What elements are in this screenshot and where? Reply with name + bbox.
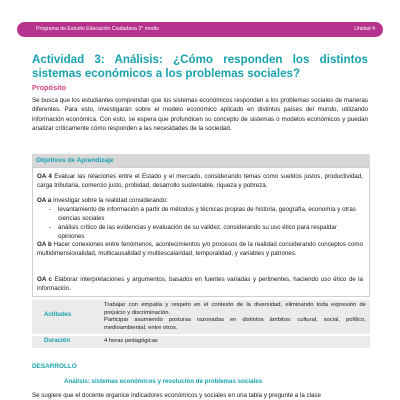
oab-code: OA b	[37, 241, 52, 248]
unit-label: Unidad 4	[354, 26, 375, 32]
oaa-paragraph	[37, 197, 363, 206]
list-item-text: análisis crítico de las evidencias y evaluación de su validez, considerando su uso ético para respaldar opiniones	[58, 224, 337, 240]
objectives-box	[32, 167, 370, 297]
list-item	[49, 206, 363, 223]
development-text: Se sugiere que el docente organice indicadores económicos y sociales en una tabla y pregunte a la clase	[32, 392, 321, 399]
program-title: Programa de Estudio Educación Ciudadana 3° medio	[36, 26, 159, 32]
objectives-heading: Objetivos de Aprendizaje	[36, 157, 114, 164]
bullet-dash-icon: -	[49, 224, 52, 231]
oa4-paragraph	[37, 173, 363, 190]
purpose-heading: Propósito	[32, 83, 67, 92]
header-bar	[17, 22, 383, 37]
attitudes-text-1: Trabajar con empatía y respeto en el contexto de la diversidad, eliminando toda expresión de prejuicio y discriminación.	[104, 302, 366, 316]
oa4-text: Evaluar las relaciones entre el Estado y el mercado, considerando temas como sueldos justos, productividad, carga tributaria, comercio justo, probidad, desarrollo sustentable, riqueza y pobreza.	[37, 173, 363, 189]
oaa-text: Investigar sobre la realidad considerando:	[51, 197, 168, 204]
oa4-code: OA 4	[37, 173, 52, 180]
duration-row	[32, 336, 370, 348]
oab-paragraph	[37, 241, 363, 258]
duration-label: Duración	[44, 338, 71, 344]
oac-text: Elaborar interpretaciones y argumentos, basados en fuentes variadas y pertinentes, haciendo uso ético de la información.	[37, 276, 363, 292]
attitudes-label: Actitudes	[44, 312, 72, 318]
attitudes-row	[32, 300, 370, 334]
bullet-dash-icon: -	[49, 206, 52, 213]
duration-value: 4 horas pedagógicas	[104, 338, 158, 344]
activity-title: Actividad 3: Análisis: ¿Cómo responden los distintos sistemas económicos a los problemas sociales?	[32, 53, 368, 80]
oac-code: OA c	[37, 276, 52, 283]
oaa-code: OA a	[37, 197, 52, 204]
attitudes-text-2: Participar asumiendo posturas razonadas en distintos ámbitos: cultural, social, político, medioambiental, entre otros.	[104, 317, 366, 331]
purpose-text: Se busca que los estudiantes comprendan que los sistemas económicos responden a los problemas sociales de maneras diferentes. Para esto, investigarán sobre el modelo económico aplicado en distintos países del mundo, utilizando información económica. Con esto, se espera que profundicen su concepto de sistemas o modelos económicos y puedan analizar críticamente cómo responden a las necesidades de la sociedad.	[32, 97, 368, 133]
oac-paragraph	[37, 276, 363, 293]
objectives-header	[32, 154, 370, 167]
list-item	[49, 224, 363, 241]
development-subheading: Análisis: sistemas económicos y resolución de problemas sociales	[64, 378, 263, 385]
development-heading: DESARROLLO	[32, 363, 77, 370]
list-item-text: levantamiento de información a partir de métodos y técnicas propias de historia, geografía, economía y otras ciencias sociales	[58, 206, 356, 222]
oab-text: Hacer conexiones entre fenómenos, acontecimientos y/o procesos de la realidad considerando conceptos como multidimensionalidad, multicausalidad y multiescalaridad, temporalidad, y variables y patrones.	[37, 241, 363, 257]
